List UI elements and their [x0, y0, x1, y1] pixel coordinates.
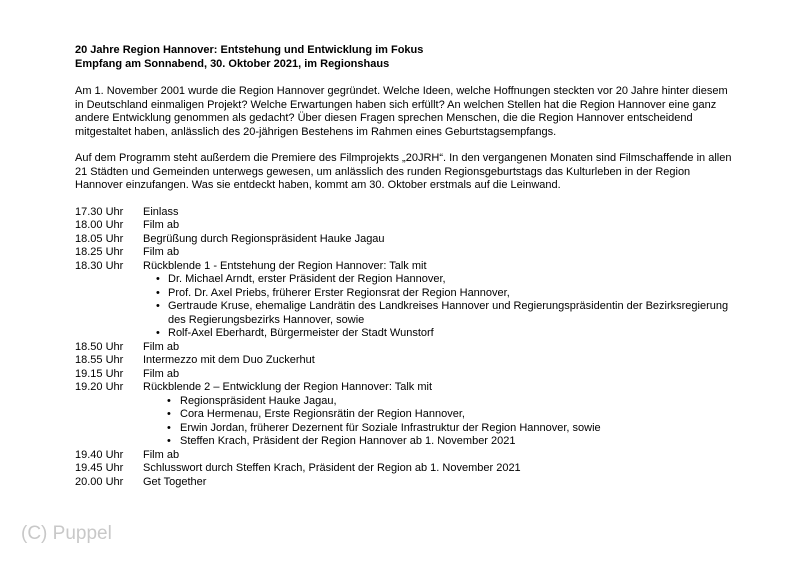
intro-paragraph: Am 1. November 2001 wurde die Region Hannover gegründet. Welche Ideen, welche Hoffnungen steckten vor 20 Jahre hinter diesem in Deutschland einmaligen Projekt? Welche Erwartungen haben sich erfüllt? An welchen Stellen hat die Region Hannover eine ganz andere Entwicklung genommen als gedacht? Über diesen Fragen sprechen Menschen, die die Region Hannover entscheidend mitgestaltet haben, anlässlich des 20-jährigen Bestehens im Rahmen eines Geburtstagsempfangs.	[75, 85, 728, 138]
schedule-time: 17.30 Uhr	[75, 205, 124, 218]
schedule-time: 18.25 Uhr	[75, 246, 124, 258]
schedule-time: 18.05 Uhr	[75, 232, 124, 245]
schedule-time: 20.00 Uhr	[75, 475, 124, 488]
schedule-row	[75, 381, 735, 395]
schedule-time: 18.30 Uhr	[75, 259, 124, 272]
bullet-icon: •	[167, 394, 171, 407]
guest-list-item: • Rolf-Axel Eberhardt, Bürgermeister der Stadt Wunstorf	[156, 327, 434, 339]
schedule-row	[75, 354, 735, 368]
schedule-row	[75, 462, 735, 476]
schedule-event: Film ab	[143, 340, 180, 353]
schedule-time: 18.50 Uhr	[75, 340, 124, 353]
schedule-event: Get Together	[143, 475, 207, 488]
schedule-event: Intermezzo mit dem Duo Zuckerhut	[143, 354, 315, 366]
schedule-event: Begrüßung durch Regionspräsident Hauke Jagau	[143, 232, 385, 245]
bullet-icon: •	[167, 435, 171, 447]
schedule-row	[75, 341, 735, 355]
guest-list-item: • Dr. Michael Arndt, erster Präsident der Region Hannover,	[156, 273, 446, 285]
schedule-event: Einlass	[143, 205, 179, 218]
schedule-time: 18.55 Uhr	[75, 354, 124, 366]
schedule-time: 19.20 Uhr	[75, 381, 124, 393]
schedule-event: Film ab	[143, 448, 180, 461]
guest-list-item: • Gertraude Kruse, ehemalige Landrätin des Landkreises Hannover und Regierungspräsidentin der Bezirksregierung des Regierungsbezirks Hannover, sowie	[156, 300, 729, 326]
bullet-icon: •	[156, 286, 160, 299]
schedule-time: 19.15 Uhr	[75, 367, 124, 380]
guest-list-item: • Cora Hermenau, Erste Regionsrätin der Region Hannover,	[167, 408, 465, 420]
guest-list-item: • Prof. Dr. Axel Priebs, früherer Erster Regionsrat der Region Hannover,	[156, 286, 510, 299]
schedule-row	[75, 260, 735, 274]
document-page	[75, 44, 735, 489]
schedule-row	[75, 219, 735, 233]
schedule-row	[75, 233, 735, 247]
copyright-watermark: (C) Puppel	[21, 523, 112, 544]
schedule-event: Film ab	[143, 367, 180, 380]
guest-list-item: • Steffen Krach, Präsident der Region Hannover ab 1. November 2021	[167, 435, 516, 447]
guest-list-item: • Regionspräsident Hauke Jagau,	[167, 394, 337, 407]
document-title-line2: Empfang am Sonnabend, 30. Oktober 2021, im Regionshaus	[75, 57, 390, 70]
bullet-icon: •	[167, 421, 171, 434]
bullet-icon: •	[156, 300, 160, 312]
schedule-event: Schlusswort durch Steffen Krach, Präsident der Region ab 1. November 2021	[143, 462, 521, 474]
schedule-time: 18.00 Uhr	[75, 219, 124, 231]
schedule-row	[75, 476, 735, 490]
schedule-list	[75, 206, 735, 490]
schedule-row	[75, 368, 735, 382]
schedule-row	[75, 206, 735, 220]
schedule-event: Film ab	[143, 219, 180, 231]
document-title-line1: 20 Jahre Region Hannover: Entstehung und Entwicklung im Fokus	[75, 44, 424, 56]
schedule-event: Film ab	[143, 246, 180, 258]
bullet-icon: •	[156, 273, 160, 285]
schedule-event: Rückblende 2 – Entwicklung der Region Hannover: Talk mit	[143, 381, 433, 393]
program-paragraph: Auf dem Programm steht außerdem die Premiere des Filmprojekts „20JRH“. In den vergangenen Monaten sind Filmschaffende in allen 21 Städten und Gemeinden unterwegs gewesen, um anlässlich des runden Regionsgeburtstags das Kulturleben in der Region Hannover einzufangen. Was sie entdeckt haben, kommt am 30. Oktober erstmals auf die Leinwand.	[75, 152, 732, 191]
schedule-time: 19.45 Uhr	[75, 462, 124, 474]
talk2-guest-list	[75, 395, 735, 449]
schedule-time: 19.40 Uhr	[75, 448, 124, 461]
bullet-icon: •	[156, 327, 160, 339]
schedule-row	[75, 246, 735, 260]
bullet-icon: •	[167, 408, 171, 420]
schedule-row	[75, 449, 735, 463]
schedule-event: Rückblende 1 - Entstehung der Region Hannover: Talk mit	[143, 259, 427, 272]
guest-list-item: • Erwin Jordan, früherer Dezernent für Soziale Infrastruktur der Region Hannover, sowie	[167, 421, 601, 434]
talk1-guest-list	[75, 273, 735, 341]
